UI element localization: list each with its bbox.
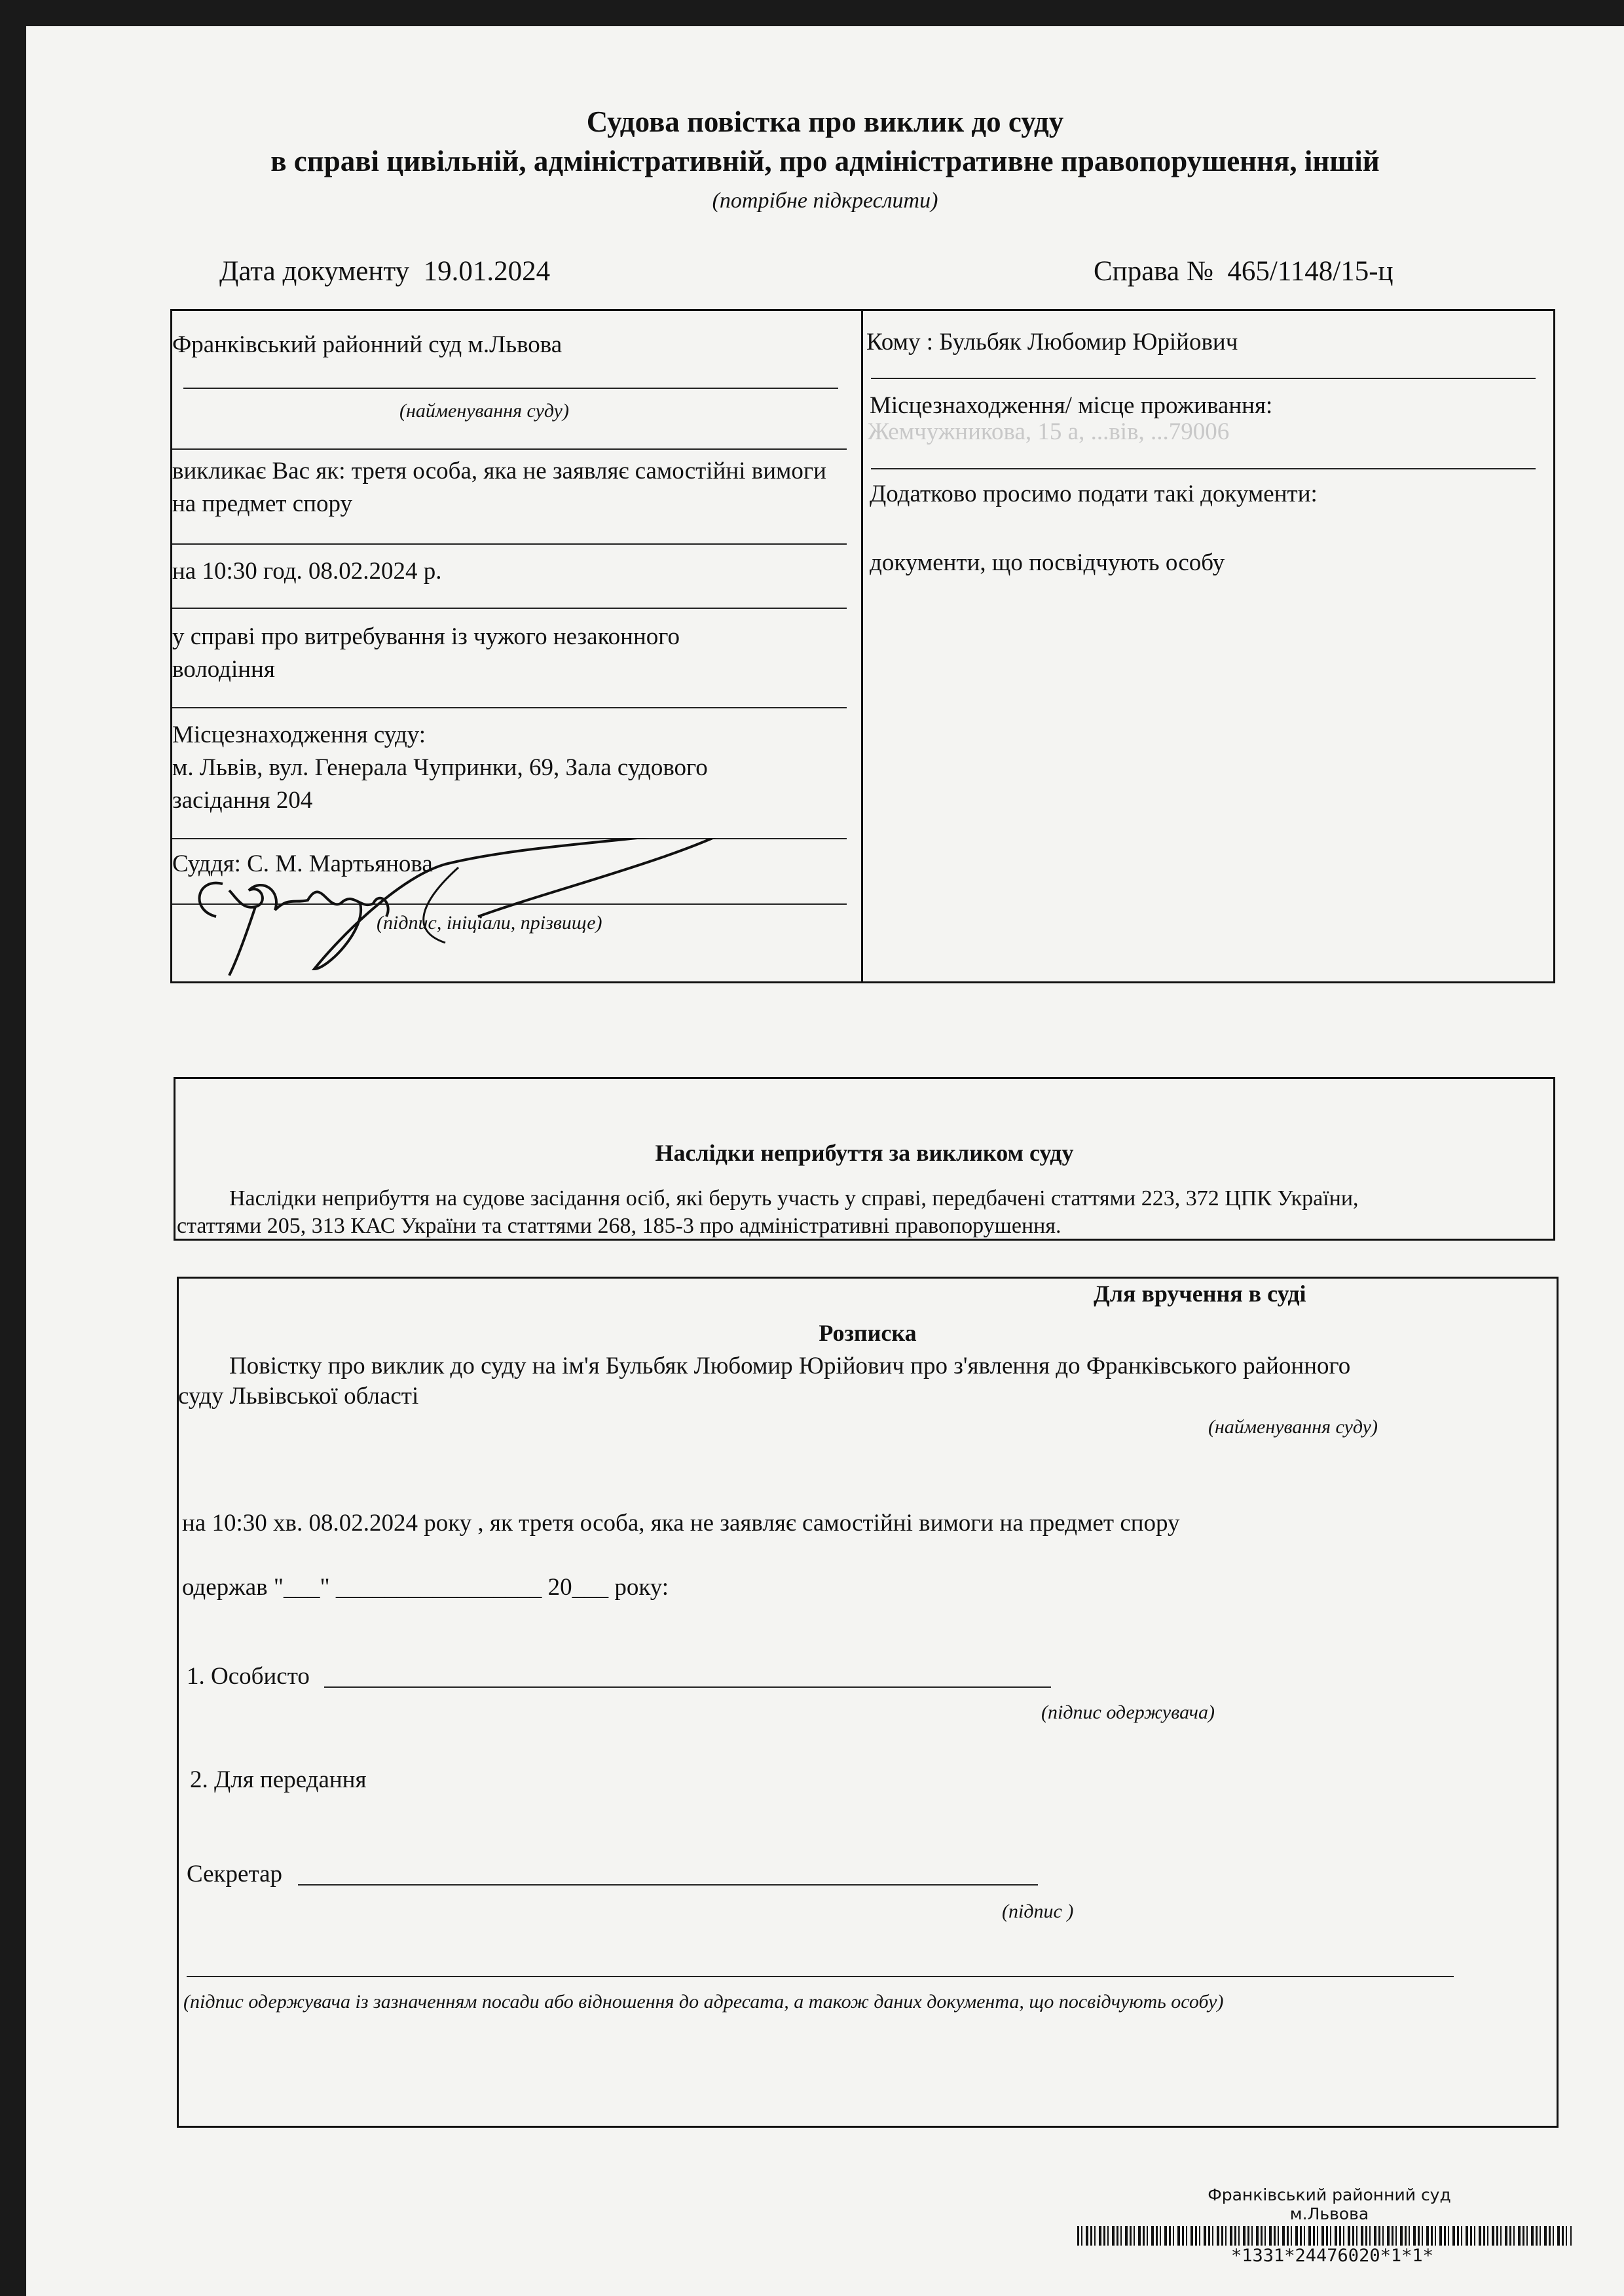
hearing-time: на 10:30 год. 08.02.2024 р. — [172, 558, 442, 585]
receipt-line-1: Повістку про виклик до суду на ім'я Бульбяк Любомир Юрійович про з'явлення до Франківського районного — [229, 1353, 1351, 1379]
document-date-label: Дата документу — [219, 256, 410, 287]
received-date: одержав "___" _________________ 20___ року: — [182, 1574, 669, 1601]
item-personally-line — [324, 1686, 1051, 1688]
address-label: Місцезнаходження/ місце проживання: — [870, 392, 1273, 419]
extra-docs-label: Додатково просимо подати такі документи: — [870, 481, 1318, 507]
divider-4 — [172, 707, 847, 708]
document-title: Судова повістка про виклик до суду — [586, 105, 1064, 138]
receipt-court-caption: (найменування суду) — [1208, 1416, 1378, 1438]
secretary-caption: (підпис ) — [1002, 1901, 1074, 1922]
divider-1 — [172, 448, 847, 450]
divider-2 — [172, 543, 847, 545]
case-number — [1094, 255, 1393, 287]
signature-caption: (підпис, ініціали, прізвище) — [377, 912, 602, 934]
item-personally-caption: (підпис одержувача) — [1041, 1702, 1215, 1723]
footer-court-line1: Франківський районний суд — [1208, 2185, 1451, 2204]
court-name: Франківський районний суд м.Львова — [172, 331, 563, 358]
document-title-line2: в справі цивільній, адміністративній, про адміністративне правопорушення, іншій — [270, 145, 1380, 177]
barcode — [1077, 2226, 1572, 2246]
case-subject: у справі про витребування із чужого незаконного володіння — [172, 623, 680, 683]
bottom-caption: (підпис одержувача із зазначенням посади або відношення до адресата, а також даних документа, що посвідчують особу) — [183, 1991, 1224, 2013]
item-personally: 1. Особисто — [187, 1663, 310, 1690]
receipt-title: Розписка — [819, 1320, 917, 1346]
court-location-label: Місцезнаходження суду: — [172, 721, 426, 748]
extra-docs: документи, що посвідчують особу — [870, 549, 1225, 576]
address-value: Жемчужникова, 15 а, ...вів, ...79006 — [868, 418, 1230, 445]
consequences-title: Наслідки неприбуття за викликом суду — [655, 1140, 1074, 1166]
barcode-text: *1331*24476020*1*1* — [1231, 2246, 1433, 2266]
court-location: м. Львів, вул. Генерала Чупринки, 69, Зала судового засідання 204 — [172, 754, 708, 814]
court-name-underline — [183, 388, 838, 389]
divider-3 — [172, 608, 847, 609]
document-subtitle: (потрібне підкреслити) — [712, 189, 938, 213]
document-date-value: 19.01.2024 — [423, 256, 551, 287]
consequences-text-1: Наслідки неприбуття на судове засідання осіб, які беруть участь у справі, передбачені статтями 223, 372 ЦПК України, — [229, 1186, 1359, 1211]
judge-signature — [183, 838, 773, 995]
recipient-underline — [871, 378, 1536, 379]
receipt-line-2: суду Львівської області — [178, 1383, 419, 1410]
court-name-caption: (найменування суду) — [399, 400, 569, 422]
column-divider — [861, 309, 863, 983]
document-date — [219, 255, 550, 287]
judge-name: Суддя: С. М. Мартьянова — [172, 850, 433, 877]
footer-court-line2: м.Львова — [1289, 2204, 1369, 2223]
receipt-time-line: на 10:30 хв. 08.02.2024 року , як третя особа, яка не заявляє самостійні вимоги на предмет спору — [182, 1510, 1180, 1537]
secretary-line — [298, 1884, 1038, 1886]
consequences-text-2: статтями 205, 313 КАС України та статтями 268, 185-3 про адміністративні правопорушення. — [177, 1214, 1061, 1238]
bottom-signature-line — [187, 1976, 1454, 1977]
item-transfer: 2. Для передання — [190, 1766, 367, 1793]
case-number-label: Справа № — [1094, 256, 1213, 287]
document-sheet — [26, 26, 1624, 2296]
summons-role: викликає Вас як: третя особа, яка не заявляє самостійні вимоги на предмет спору — [172, 458, 826, 517]
case-number-value: 465/1148/15-ц — [1227, 256, 1393, 287]
recipient: Кому : Бульбяк Любомир Юрійович — [866, 329, 1238, 355]
for-court-label: Для вручення в суді — [1094, 1281, 1306, 1307]
secretary-label: Секретар — [187, 1861, 282, 1887]
address-underline — [871, 468, 1536, 469]
